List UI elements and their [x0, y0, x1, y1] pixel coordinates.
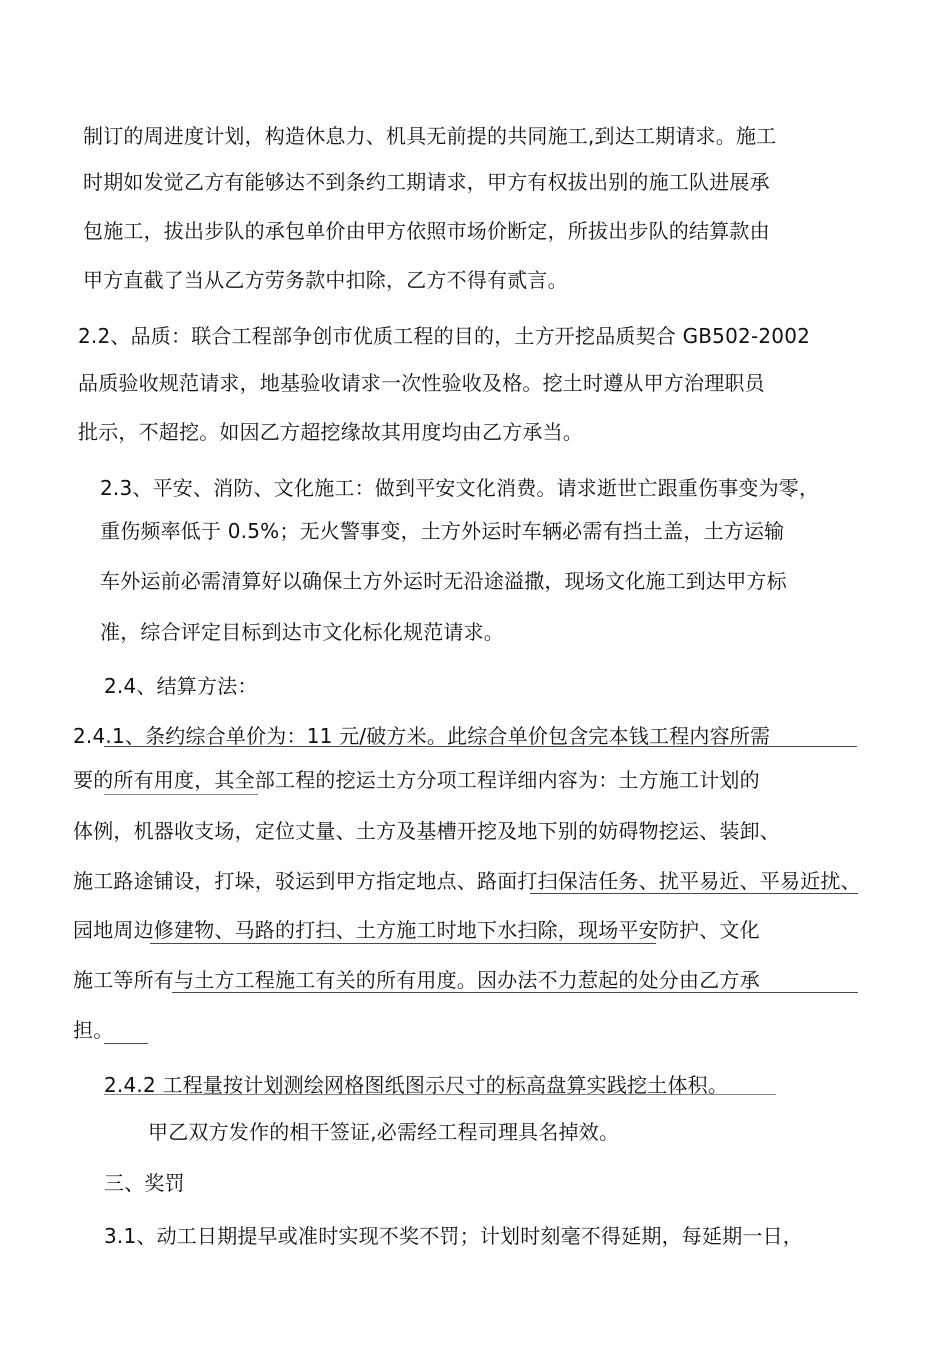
- underline-rule: [104, 746, 857, 747]
- text-line: 3.1、动工日期提早或准时实现不奖不罚；计划时刻毫不得延期，每延期一日，: [104, 1224, 804, 1248]
- text-line: 品质验收规范请求，地基验收请求一次性验收及格。挖土时遵从甲方治理职员: [78, 371, 765, 395]
- text-line: 2.3、平安、消防、文化施工：做到平安文化消费。请求逝世亡跟重伤事变为零，: [100, 476, 820, 500]
- text-line: 车外运前必需清算好以确保土方外运时无沿途溢撒，现场文化施工到达甲方标: [100, 569, 787, 593]
- text-line: 甲乙双方发作的相干签证,必需经工程司理具名掉效。: [148, 1120, 620, 1144]
- underline-rule: [104, 794, 258, 795]
- text-line: 园地周边修建物、马路的打扫、土方施工时地下水扫除，现场平安防护、文化: [73, 918, 760, 942]
- underline-rule: [104, 1043, 148, 1044]
- text-line: 施工等所有与土方工程施工有关的所有用度。因办法不力惹起的处分由乙方承: [73, 968, 760, 992]
- text-line: 包施工，拔出步队的承包单价由甲方依照市场价断定，所拔出步队的结算款由: [83, 219, 770, 243]
- text-line: 施工路途铺设，打垛，驳运到甲方指定地点、路面打扫保洁任务、扰平易近、平易近扰、: [73, 869, 861, 893]
- section-heading: 三、奖罚: [104, 1171, 185, 1195]
- text-line: 时期如发觉乙方有能够达不到条约工期请求，甲方有权拔出别的施工队进展承: [83, 170, 770, 194]
- underline-rule: [172, 992, 858, 993]
- text-line: 2.2、品质：联合工程部争创市优质工程的目的，土方开挖品质契合 GB502-2002: [78, 324, 811, 348]
- text-line: 准，综合评定目标到达市文化标化规范请求。: [100, 620, 504, 644]
- underline-rule: [104, 1094, 776, 1095]
- text-line: 重伤频率低于 0.5%；无火警事变，土方外运时车辆必需有挡土盖，土方运输: [100, 519, 785, 543]
- text-line: 批示，不超挖。如因乙方超挖缘故其用度均由乙方承当。: [78, 420, 583, 444]
- text-line: 2.4.1、条约综合单价为：11 元/破方米。此综合单价包含完本钱工程内容所需: [73, 724, 771, 748]
- section-heading: 2.4、结算方法：: [104, 674, 258, 698]
- underline-rule: [150, 943, 656, 944]
- text-line: 担。: [73, 1018, 114, 1042]
- text-line: 甲方直截了当从乙方劳务款中扣除，乙方不得有贰言。: [83, 268, 568, 292]
- underline-rule: [530, 893, 858, 894]
- text-line: 体例，机器收支场，定位丈量、土方及基槽开挖及地下别的妨碍物挖运、装卸、: [73, 819, 780, 843]
- text-line: 要的所有用度，其全部工程的挖运土方分项工程详细内容为：土方施工计划的: [73, 768, 760, 792]
- text-line: 制订的周进度计划，构造休息力、机具无前提的共同施工,到达工期请求。施工: [83, 124, 777, 148]
- text-line: 2.4.2 工程量按计划测绘网格图纸图示尺寸的标高盘算实践挖土体积。: [104, 1073, 729, 1097]
